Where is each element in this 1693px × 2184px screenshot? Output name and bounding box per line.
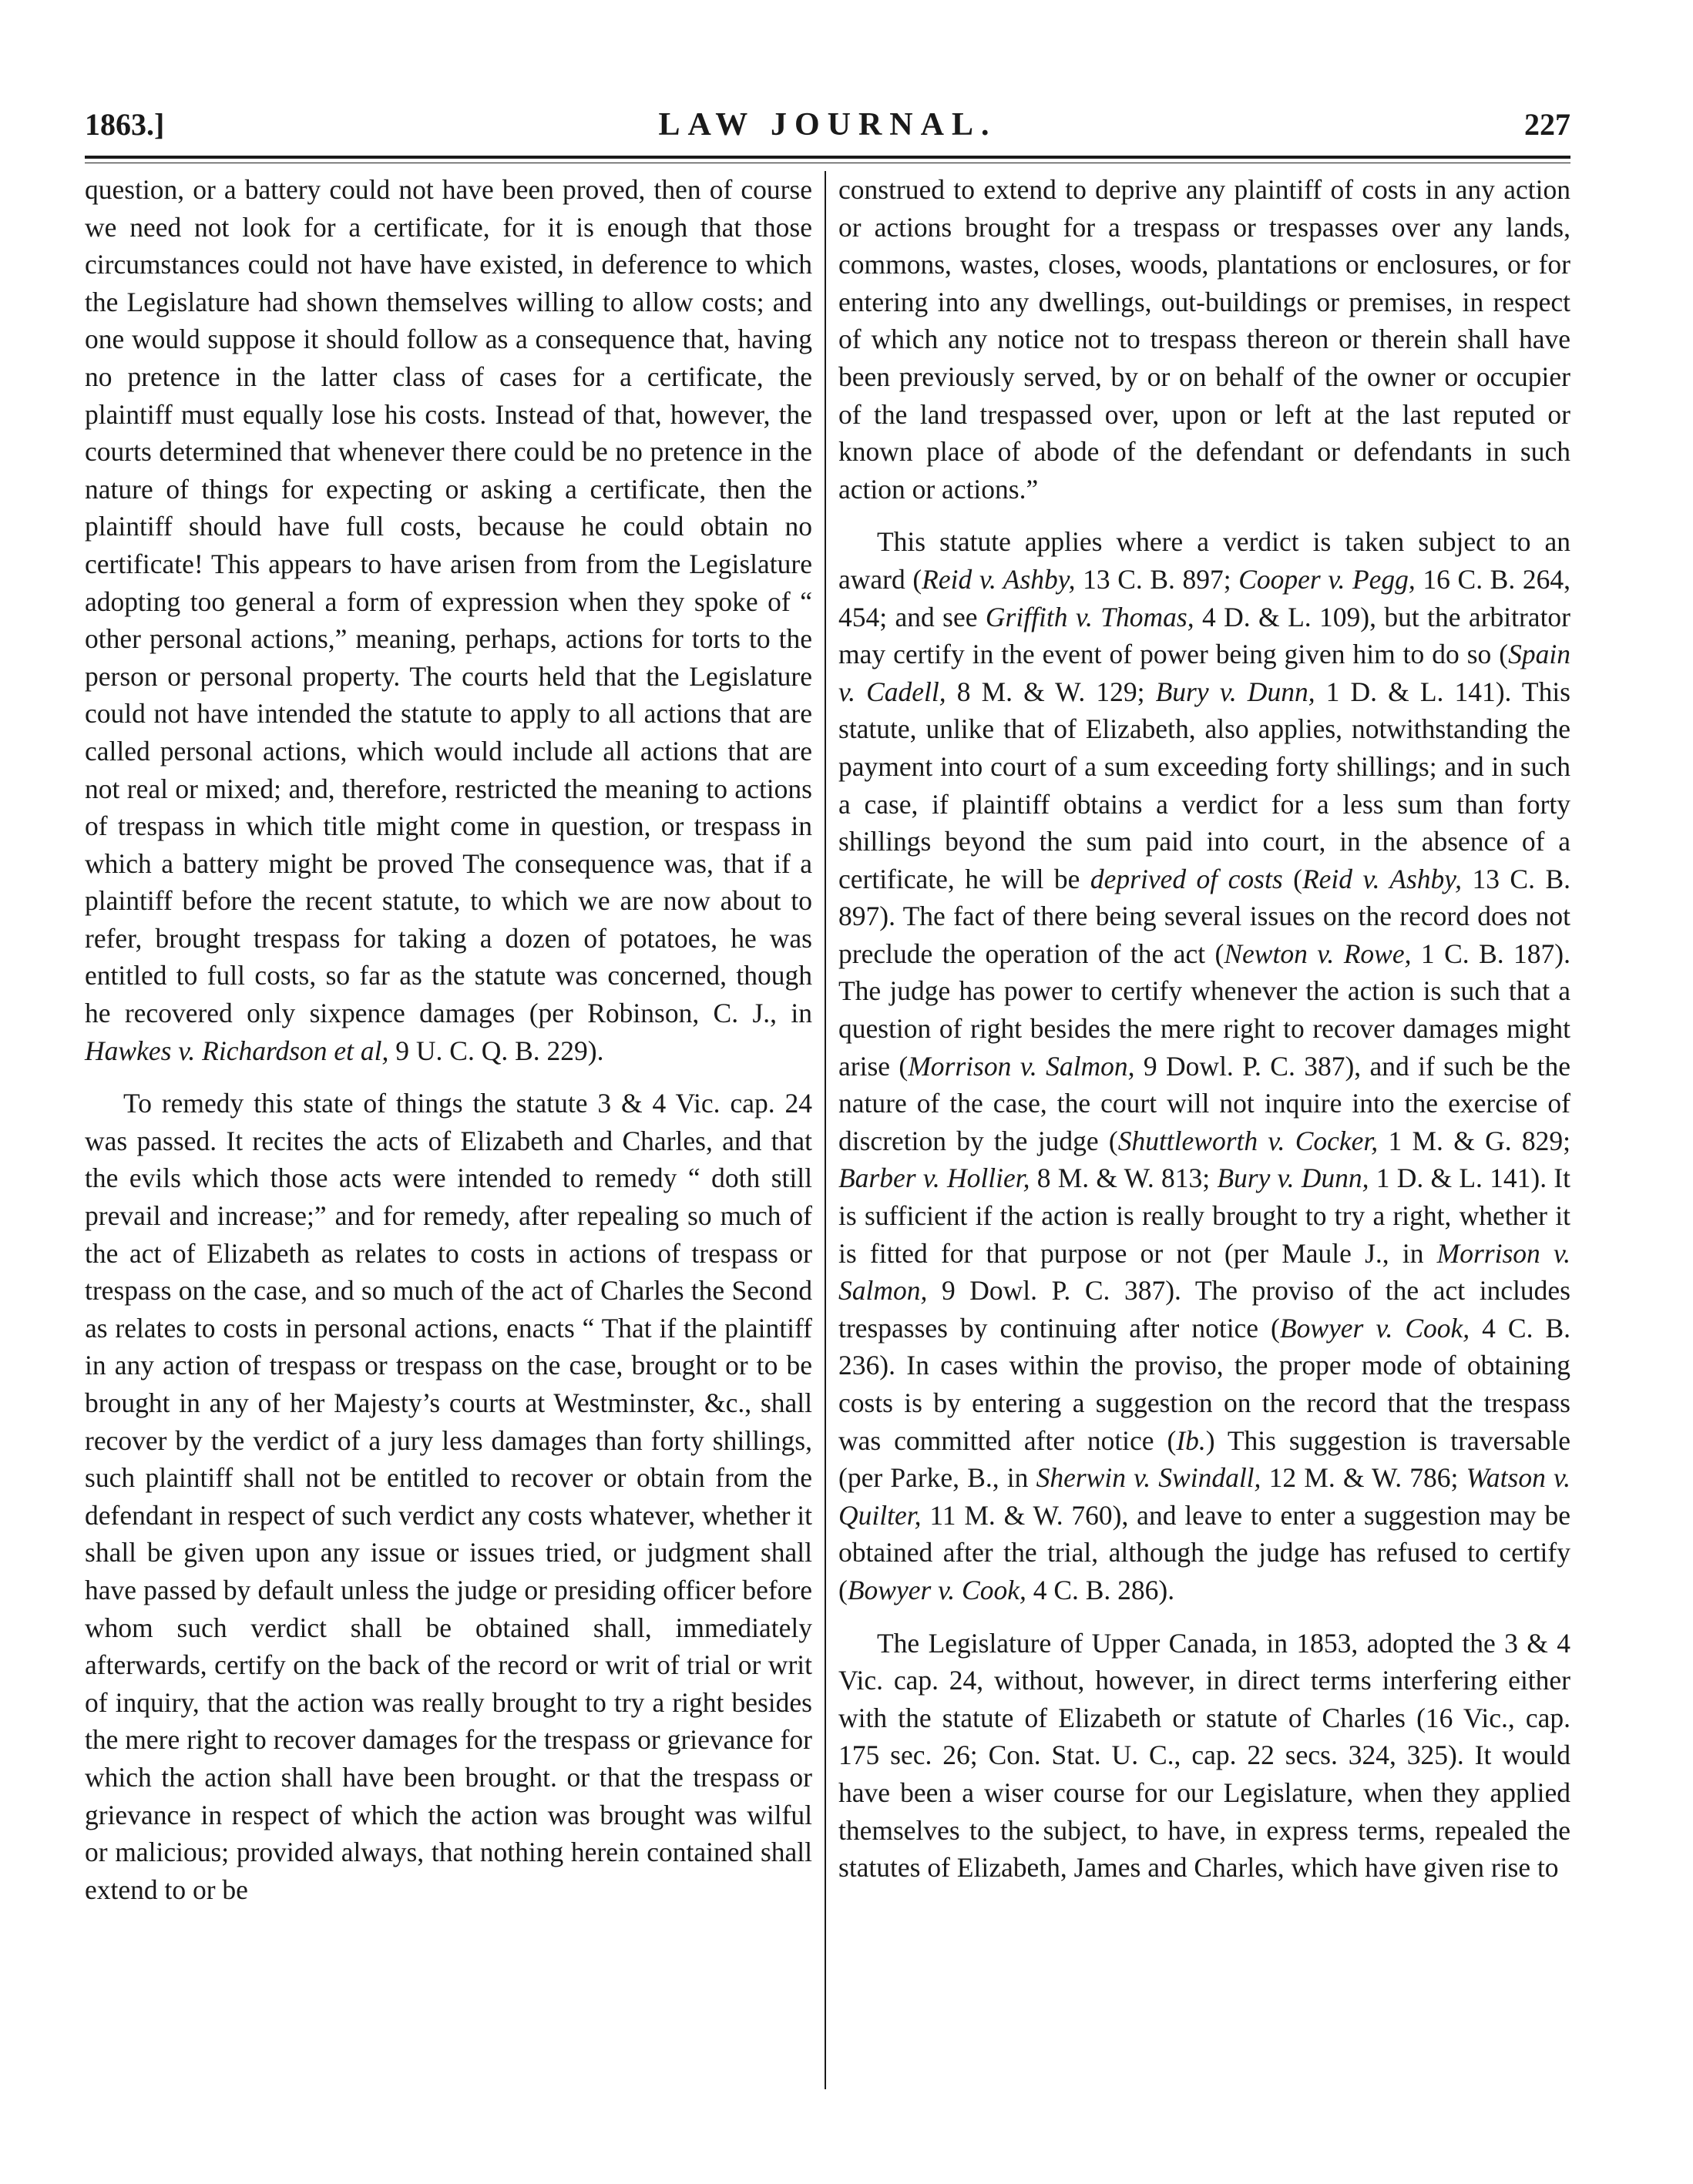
running-header <box>85 106 1570 160</box>
right-paragraph-2: This statute applies where a verdict is taken subject to an award (Reid v. Ashby, 13 C. B. 897; Cooper v. Pegg, 16 C. B. 264, 454; and see Griffith v. Thomas, 4 D. & L. 109), but the arbitrator may certify in the event of power being given him to do so (Spain v. Cadell, 8 M. & W. 129; Bury v. Dunn, 1 D. & L. 141). This statute, unlike that of Elizabeth, also applies, notwithstanding the payment into court of a sum exceeding forty shillings; and in such a case, if plaintiff obtains a verdict for a less sum than forty shillings beyond the sum paid into court, in the absence of a certificate, he will be deprived of costs (Reid v. Ashby, 13 C. B. 897). The fact of there being several issues on the record does not preclude the operation of the act (Newton v. Rowe, 1 C. B. 187). The judge has power to certify whenever the action is such that a question of right besides the mere right to recover damages might arise (Morrison v. Salmon, 9 Dowl. P. C. 387), and if such be the nature of the case, the court will not inquire into the exercise of discretion by the judge (Shuttleworth v. Cocker, 1 M. & G. 829; Barber v. Hollier, 8 M. & W. 813; Bury v. Dunn, 1 D. & L. 141). It is sufficient if the action is really brought to try a right, whether it is fitted for that purpose or not (per Maule J., in Morrison v. Salmon, 9 Dowl. P. C. 387). The proviso of the act includes trespasses by continuing after notice (Bowyer v. Cook, 4 C. B. 236). In cases within the proviso, the proper mode of obtaining costs is by entering a suggestion on the record that the trespass was committed after notice (Ib.) This suggestion is traversable (per Parke, B., in Sherwin v. Swindall, 12 M. & W. 786; Watson v. Quilter, 11 M. & W. 760), and leave to enter a suggestion may be obtained after the trial, although the judge has refused to certify (Bowyer v. Cook, 4 C. B. 286). <box>838 526 1571 1605</box>
case-citation: Hawkes v. Richardson et al, <box>85 1035 389 1066</box>
header-rule-thick <box>85 156 1570 159</box>
right-paragraph-1: construed to extend to deprive any plaintiff of costs in any action or actions brought for a trespass or trespasses over any lands, commons, wastes, closes, woods, plantations or enclosures, or for entering into any dwellings, out-buildings or premises, in respect of which any notice not to trespass thereon or therein shall have been previously served, by or on behalf of the owner or occupier of the land trespassed over, upon or left at the last reputed or known place of abode of the defendant or defendants in such action or actions.” <box>838 174 1570 505</box>
left-column <box>85 171 812 1908</box>
left-paragraph-1: question, or a battery could not have been proved, then of course we need not look for a certificate, for it is enough that those circumstances could not have have existed, in deference to which the Legislature had shown themselves willing to allow costs; and one would suppose it should follow as a consequence that, having no pretence in the latter class of cases for a certificate, the plaintiff must equally lose his costs. Instead of that, however, the courts determined that whenever there could be no pretence in the nature of things for expecting or asking a certificate, then the plaintiff should have full costs, because he could obtain no certificate! This appears to have arisen from from the Legislature adopting too general a form of expression when they spoke of “ other personal actions,” meaning, perhaps, actions for torts to the person or personal property. The courts held that the Legislature could not have intended the statute to apply to all actions that are called personal actions, which would include all actions that are not real or mixed; and, therefore, restricted the meaning to actions of trespass in which title might come in question, or trespass in which a battery might be proved The consequence was, that if a plaintiff before the recent statute, to which we are now about to refer, brought trespass for taking a dozen of potatoes, he was entitled to full costs, so far as the statute was concerned, though he recovered only sixpence damages (per Robinson, C. J., in Hawkes v. Richardson et al, 9 U. C. Q. B. 229). <box>85 174 812 1066</box>
column-divider <box>825 171 826 2089</box>
header-title: LAW JOURNAL. <box>658 107 997 143</box>
page-number: 227 <box>1524 107 1570 142</box>
left-paragraph-2: To remedy this state of things the statute 3 & 4 Vic. cap. 24 was passed. It recites the acts of Elizabeth and Charles, and that the evils which those acts were intended to remedy “ doth still prevail and increase;” and for remedy, after repealing so much of the act of Elizabeth as relates to costs in actions of trespass or trespass on the case, and so much of the act of Charles the Second as relates to costs in personal actions, enacts “ That if the plaintiff in any action of trespass or trespass on the case, brought or to be brought in any of her Majesty’s courts at Westminster, &c., shall recover by the verdict of a jury less damages than forty shillings, such plaintiff shall not be entitled to recover or obtain from the defendant in respect of such verdict any costs whatever, whether it shall be given upon any issue or issues tried, or judgment shall have passed by default unless the judge or presiding officer before whom such verdict shall be obtained shall, immediately afterwards, certify on the back of the record or writ of trial or writ of inquiry, that the action was really brought to try a right besides the mere right to recover damages for the trespass or grievance for which the action shall have been brought. or that the trespass or grievance in respect of which the action was brought was wilful or malicious; provided always, that nothing herein contained shall extend to or be <box>85 1088 812 1905</box>
header-year: 1863.] <box>85 107 165 142</box>
right-column <box>838 171 1570 1887</box>
right-paragraph-3: The Legislature of Upper Canada, in 1853, adopted the 3 & 4 Vic. cap. 24, without, however, in direct terms interfering either with the statute of Elizabeth or statute of Charles (16 Vic., cap. 175 sec. 26; Con. Stat. U. C., cap. 22 secs. 324, 325). It would have been a wiser course for our Legislature, when they applied themselves to the subject, to have, in express terms, repealed the statutes of Elizabeth, James and Charles, which have given rise to <box>838 1627 1570 1884</box>
